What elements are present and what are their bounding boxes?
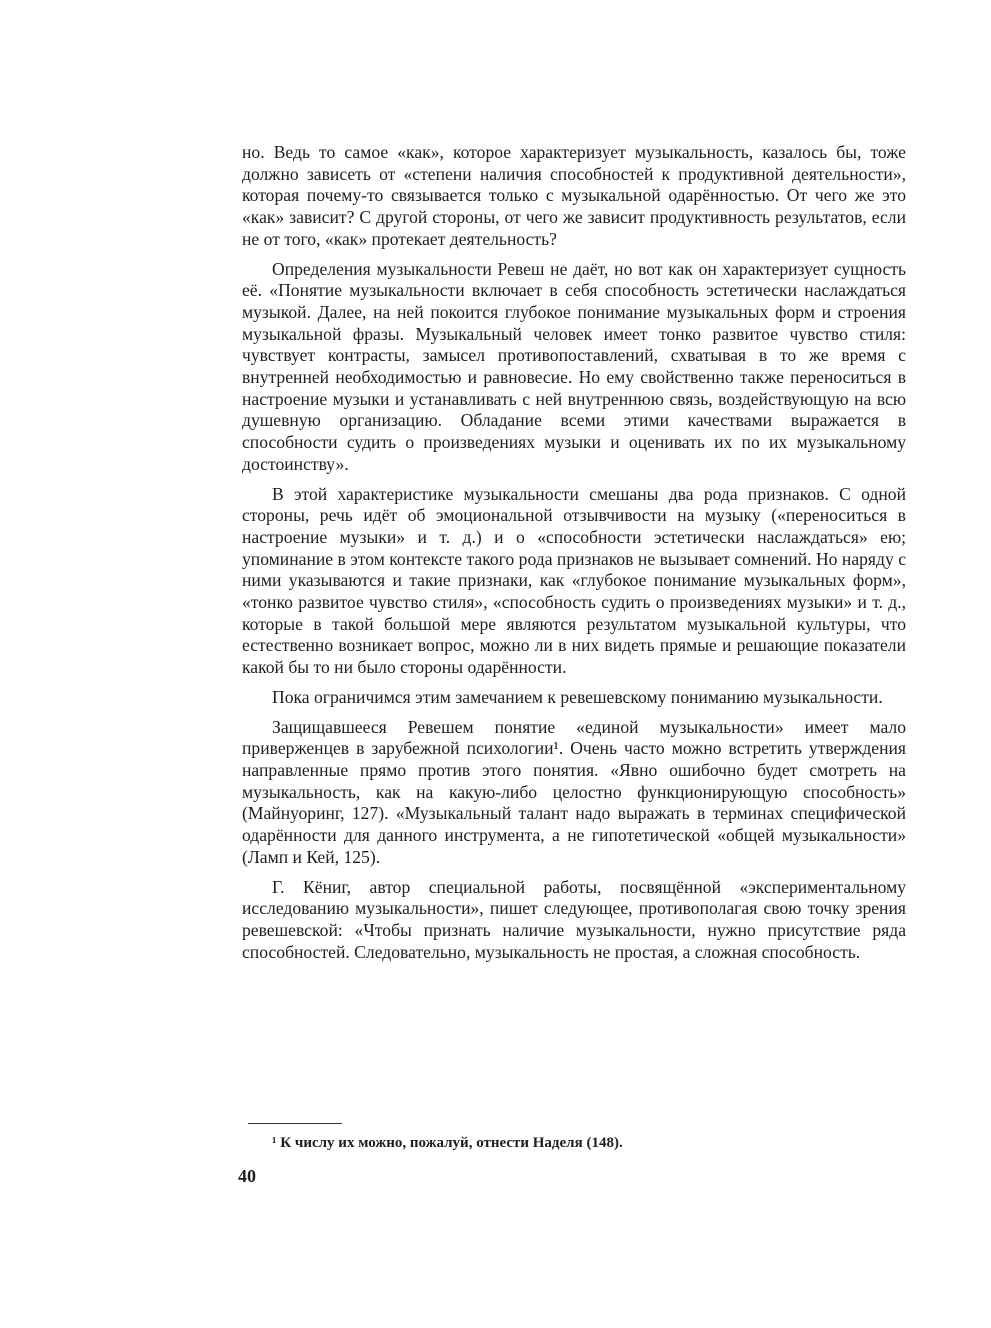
paragraph-1: но. Ведь то самое «как», которое характеризует музыкальность, казалось бы, тоже должно зависеть от «степени наличия способностей к продуктивной деятельности», которая почему-то связывается только с музыкальной одарённостью. От чего же это «как» зависит? С другой стороны, от чего же зависит продуктивность результатов, если не от того, «как» протекает деятельность? (242, 142, 906, 249)
paragraph-5: Защищавшееся Ревешем понятие «единой музыкальности» имеет мало приверженцев в зарубежной психологии¹. Очень часто можно встретить утверждения направленные прямо против этого понятия. «Явно ошибочно будет смотреть на музыкальность, как на какую-либо целостно функционирующую способность» (Майнуоринг, 127). «Музыкальный талант надо выражать в терминах специфической одарённости для данного инструмента, а не гипотетической «общей музыкальности» (Ламп и Кей, 125). (242, 716, 906, 867)
paragraph-3: В этой характеристике музыкальности смешаны два рода признаков. С одной стороны, речь идёт об эмоциональной отзывчивости на музыку («переноситься в настроение музыки» и т. д.) и о «способности эстетически наслаждаться» ею; упоминание в этом контексте такого рода признаков не вызывает сомнений. Но наряду с ними указываются и такие признаки, как «глубокое понимание музыкальных форм», «тонко развитое чувство стиля», «способность судить о произведениях музыки» и т. д., которые в такой большой мере являются результатом музыкальной культуры, что естественно возникает вопрос, можно ли в них видеть прямые и решающие показатели какой бы то ни было стороны одарённости. (242, 483, 906, 678)
footnote: ¹ К числу их можно, пожалуй, отнести Наделя (148). (272, 1135, 623, 1151)
paragraph-2: Определения музыкальности Ревеш не даёт, но вот как он характеризует сущность её. «Понятие музыкальности включает в себя способность эстетически наслаждаться музыкой. Далее, на ней покоится глубокое понимание музыкальных форм и строения музыкальной фразы. Музыкальный человек имеет тонко развитое чувство стиля: чувствует контрасты, замысел противопоставлений, схватывая в то же время с внутренней необходимостью и равновесие. Но ему свойственно также переноситься в настроение музыки и устанавливать с ней внутреннюю связь, воздействующую на всю душевную организацию. Обладание всеми этими качествами выражается в способности судить о произведениях музыки и оценивать их по их музыкальному достоинству». (242, 258, 906, 474)
body-text (242, 142, 906, 971)
paragraph-6: Г. Кёниг, автор специальной работы, посвящённой «экспериментальному исследованию музыкальности», пишет следующее, противополагая свою точку зрения ревешевской: «Чтобы признать наличие музыкальности, нужно присутствие ряда способностей. Следовательно, музыкальность не простая, а сложная способность. (242, 876, 906, 962)
footnote-divider (248, 1123, 342, 1124)
paragraph-4: Пока ограничимся этим замечанием к ревешевскому пониманию музыкальности. (272, 686, 883, 707)
page-number: 40 (238, 1166, 256, 1186)
